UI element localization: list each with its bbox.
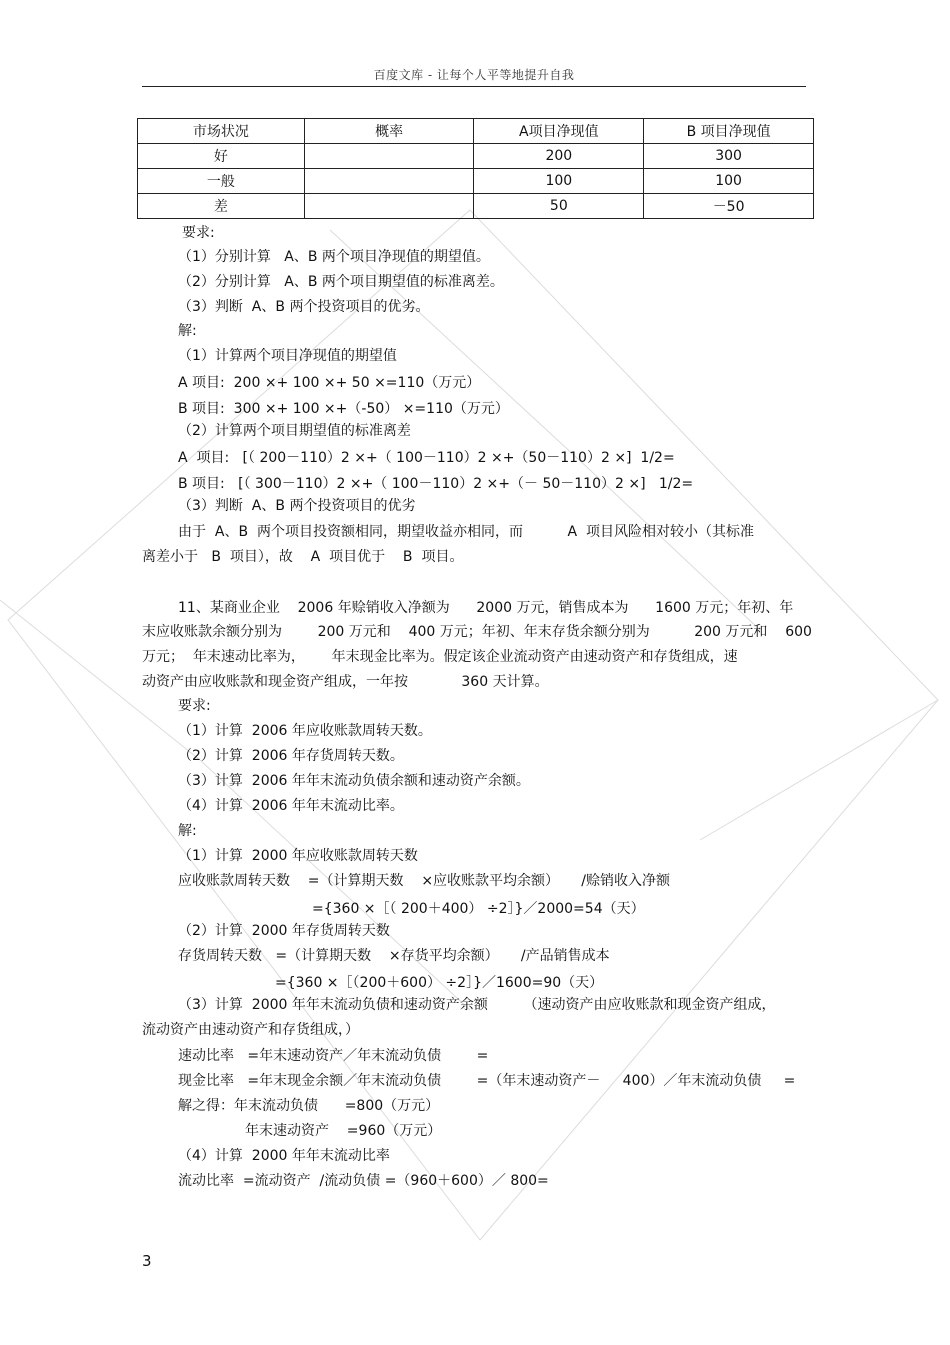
text-line: B 项目: [（ 300－110）2 ×+（ 100－110）2 ×+（－ 50－110）2 ×] 1/2= [178, 476, 694, 492]
text-line: 流动资产由速动资产和存货组成，） [142, 1022, 359, 1038]
table-header-cell: 概率 [304, 119, 474, 144]
text-line: 流动比率 =流动资产 /流动负债 =（960＋600）／ 800= [178, 1173, 549, 1189]
text-line: （3）判断 A、B 两个投资项目的优劣 [178, 498, 416, 514]
text-line: （3）计算 2006 年年末流动负债余额和速动资产余额。 [178, 773, 530, 789]
text-line: 由于 A、B 两个项目投资额相同，期望收益亦相同，而 A 项目风险相对较小（其标准 [178, 524, 754, 540]
table-cell: 50 [474, 194, 644, 219]
text-line: 解之得：年末流动负债 =800（万元） [178, 1098, 440, 1114]
table-cell: 200 [474, 144, 644, 169]
table-cell [304, 194, 474, 219]
table-cell [304, 169, 474, 194]
text-line: （3）判断 A、B 两个投资项目的优劣。 [178, 299, 430, 315]
text-line: （2）分别计算 A、B 两个项目期望值的标准离差。 [178, 274, 504, 290]
page-number: 3 [142, 1252, 152, 1270]
text-line: ={360 ×［（ 200＋400） ÷2］}／2000=54（天） [312, 901, 645, 917]
table-header-cell: 市场状况 [138, 119, 305, 144]
table-cell: 好 [138, 144, 305, 169]
text-line: （2）计算两个项目期望值的标准离差 [178, 423, 411, 439]
text-line: 11、某商业企业 2006 年赊销收入净额为 2000 万元，销售成本为 1600 万元；年初、年 [178, 600, 794, 616]
market-table [137, 118, 814, 219]
text-line: （4）计算 2006 年年末流动比率。 [178, 798, 404, 814]
page-header: 百度文库 - 让每个人平等地提升自我 [142, 66, 806, 87]
table-cell [304, 144, 474, 169]
text-line: 离差小于 B 项目），故 A 项目优于 B 项目。 [142, 549, 464, 565]
text-line: 解: [178, 323, 197, 339]
text-line: （1）计算两个项目净现值的期望值 [178, 348, 397, 364]
text-line: （2）计算 2000 年存货周转天数 [178, 923, 390, 939]
text-line: 解: [178, 823, 197, 839]
table-header-cell: A项目净现值 [474, 119, 644, 144]
table-cell: 差 [138, 194, 305, 219]
table-header-cell: B 项目净现值 [644, 119, 814, 144]
table-cell: 300 [644, 144, 814, 169]
text-line: 年末速动资产 =960（万元） [245, 1123, 442, 1139]
text-line: （4）计算 2000 年年末流动比率 [178, 1148, 390, 1164]
text-line: （1）计算 2006 年应收账款周转天数。 [178, 723, 432, 739]
table-cell: 100 [644, 169, 814, 194]
text-line: （1）分别计算 A、B 两个项目净现值的期望值。 [178, 249, 490, 265]
text-line: 要求: [178, 698, 211, 714]
table-row [138, 169, 814, 194]
text-line: B 项目: 300 ×+ 100 ×+（-50） ×=110（万元） [178, 401, 509, 417]
text-line: 现金比率 =年末现金余额／年末流动负债 =（年末速动资产－ 400）／年末流动负债 = [178, 1073, 796, 1089]
text-line: 速动比率 =年末速动资产／年末流动负债 = [178, 1048, 489, 1064]
table-cell: 一般 [138, 169, 305, 194]
text-line: 存货周转天数 =（计算期天数 ×存货平均余额） /产品销售成本 [178, 948, 610, 964]
text-line: 应收账款周转天数 =（计算期天数 ×应收账款平均余额） /赊销收入净额 [178, 873, 671, 889]
text-line: 末应收账款余额分别为 200 万元和 400 万元；年初、年末存货余额分别为 200 万元和 600 [142, 624, 812, 640]
text-line: 要求: [182, 225, 215, 241]
text-line: （2）计算 2006 年存货周转天数。 [178, 748, 404, 764]
text-line: ={360 ×［（200＋600） ÷2］}／1600=90（天） [275, 975, 604, 991]
text-line: 万元； 年末速动比率为， 年末现金比率为。假定该企业流动资产由速动资产和存货组成，速 [142, 649, 738, 665]
text-line: A 项目: [（ 200－110）2 ×+（ 100－110）2 ×+（50－110）2 ×] 1/2= [178, 450, 675, 466]
table-cell: 100 [474, 169, 644, 194]
text-line: （1）计算 2000 年应收账款周转天数 [178, 848, 418, 864]
text-line: 动资产由应收账款和现金资产组成，一年按 360 天计算。 [142, 674, 549, 690]
table-row [138, 194, 814, 219]
text-line: A 项目: 200 ×+ 100 ×+ 50 ×=110（万元） [178, 375, 481, 391]
table-cell: －50 [644, 194, 814, 219]
text-line: （3）计算 2000 年年末流动负债和速动资产余额 （速动资产由应收账款和现金资产组成， [178, 997, 776, 1013]
table-row [138, 144, 814, 169]
table-header-row [138, 119, 814, 144]
